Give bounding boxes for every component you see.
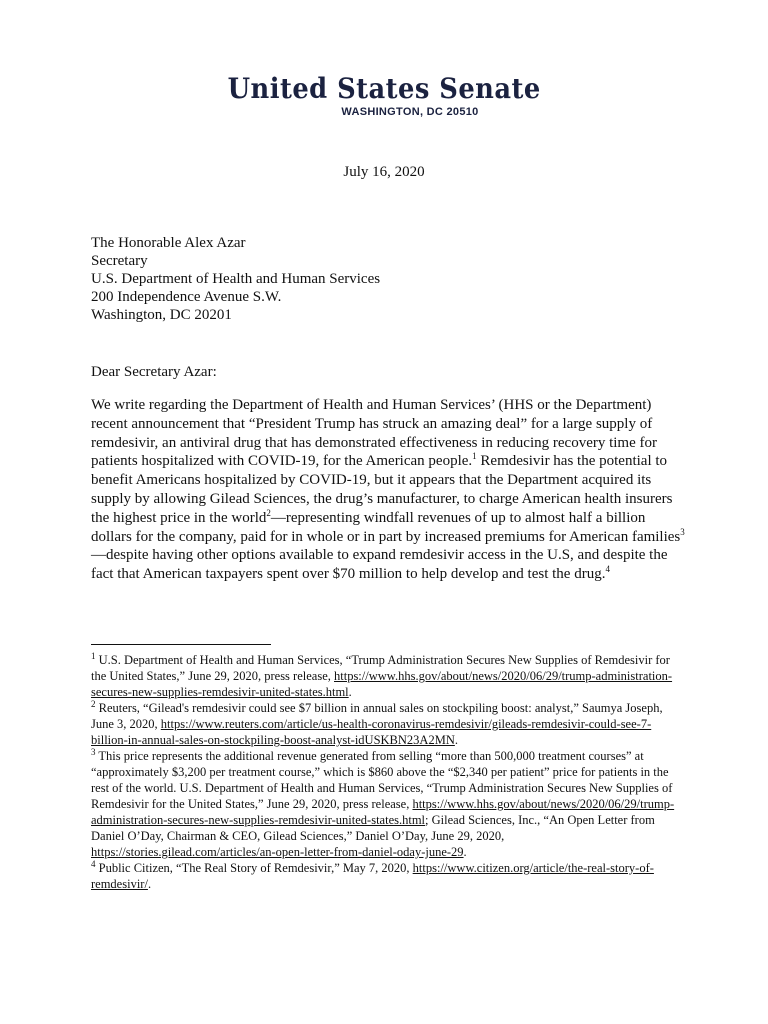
recipient-street: 200 Independence Avenue S.W. [91, 289, 282, 305]
body-text: —despite having other options available to expand remdesivir access in the U.S, and despite the fact that American taxpayers spent over $70 million to help develop and test the drug. [91, 547, 668, 583]
body-text: —representing windfall revenues of up to almost half a billion dollars for the company, paid for in whole or in part by increased premiums for American families [91, 509, 681, 545]
senate-wordmark: United States Senate [227, 72, 541, 105]
footnote-ref: 3 [680, 526, 685, 537]
footnote-text: Public Citizen, “The Real Story of Remdesivir,” May 7, 2020, [95, 861, 413, 875]
salutation: Dear Secretary Azar: [91, 364, 217, 380]
footnote-1 [91, 652, 677, 700]
recipient-address [91, 234, 380, 324]
footnote-link[interactable]: https://www.hhs.gov/about/news/2020/06/29/trump-administration-secures-new-supplies-remdesivir-united-states.html [91, 669, 673, 699]
footnote-tail: . [454, 733, 458, 747]
footnote-link[interactable]: https://www.reuters.com/article/us-health-coronavirus-remdesivir/gileads-remdesivir-could-see-7-billion-in-annual-sales-on-stockpiling-boost-analyst-idUSKBN23A2MN [91, 717, 652, 747]
footnote-number: 1 [91, 650, 96, 661]
footnotes [91, 652, 677, 892]
footnote-link[interactable]: https://www.citizen.org/article/the-real-story-of-remdesivir/ [91, 861, 654, 891]
footnote-tail: . [348, 685, 352, 699]
recipient-city: Washington, DC 20201 [91, 307, 232, 323]
recipient-title: Secretary [91, 253, 148, 269]
footnote-2 [91, 700, 677, 748]
footnote-number: 2 [91, 698, 96, 709]
footnote-number: 4 [91, 858, 96, 869]
footnote-3 [91, 748, 677, 860]
recipient-name: The Honorable Alex Azar [91, 235, 246, 251]
footnote-number: 3 [91, 746, 96, 757]
footnote-ref: 2 [266, 507, 271, 518]
body-text: We write regarding the Department of Health and Human Services’ (HHS or the Department) recent announcement that “President Trump has struck an amazing deal” for a large supply of remdesivir, an antiviral drug that has demonstrated effectiveness in reducing recovery time for patients hospitalized with COVID-19, for the American people. [91, 397, 658, 470]
footnote-link[interactable]: https://www.hhs.gov/about/news/2020/06/29/trump-administration-secures-new-supplies-remdesivir-united-states.html [91, 797, 675, 827]
footnote-link[interactable]: https://stories.gilead.com/articles/an-open-letter-from-daniel-oday-june-29 [91, 845, 464, 859]
footnote-tail: . [463, 845, 467, 859]
footnote-text: This price represents the additional revenue generated from selling “more than 500,000 treatment courses” at “approximately $3,200 per treatment course,” which is $860 above the “$2,340 per patient” price for patients in the rest of the world. U.S. Department of Health and Human Services, “Trump Administration Secures New Supplies of Remdesivir for the United States,” June 29, 2020, press release, [91, 749, 673, 811]
footnote-text: U.S. Department of Health and Human Services, “Trump Administration Secures New Supplies of Remdesivir for the United States,” June 29, 2020, press release, [91, 653, 670, 683]
footnote-divider [91, 644, 271, 645]
footnote-tail: . [147, 877, 152, 891]
body-text: Remdesivir has the potential to benefit Americans hospitalized by COVID-19, but it appears that the Department acquired its supply by allowing Gilead Sciences, the drug’s manufacturer, to charge American health insurers the highest price in the world [91, 453, 673, 526]
footnote-text: ; Gilead Sciences, Inc., “An Open Letter from Daniel O’Day, Chairman & CEO, Gilead Sciences,” Daniel O’Day, June 29, 2020, [91, 813, 655, 843]
footnote-ref: 4 [605, 564, 610, 575]
letter-date: July 16, 2020 [343, 164, 425, 180]
footnote-ref: 1 [472, 451, 477, 462]
letterhead-city: WASHINGTON, DC 20510 [341, 106, 479, 118]
recipient-department: U.S. Department of Health and Human Services [91, 271, 381, 287]
footnote-4 [91, 860, 677, 892]
footnote-text: Reuters, “Gilead's remdesivir could see $7 billion in annual sales on stockpiling boost: analyst,” Saumya Joseph, June 3, 2020, [91, 701, 663, 731]
body-paragraph [91, 396, 687, 584]
letterhead [0, 72, 768, 118]
